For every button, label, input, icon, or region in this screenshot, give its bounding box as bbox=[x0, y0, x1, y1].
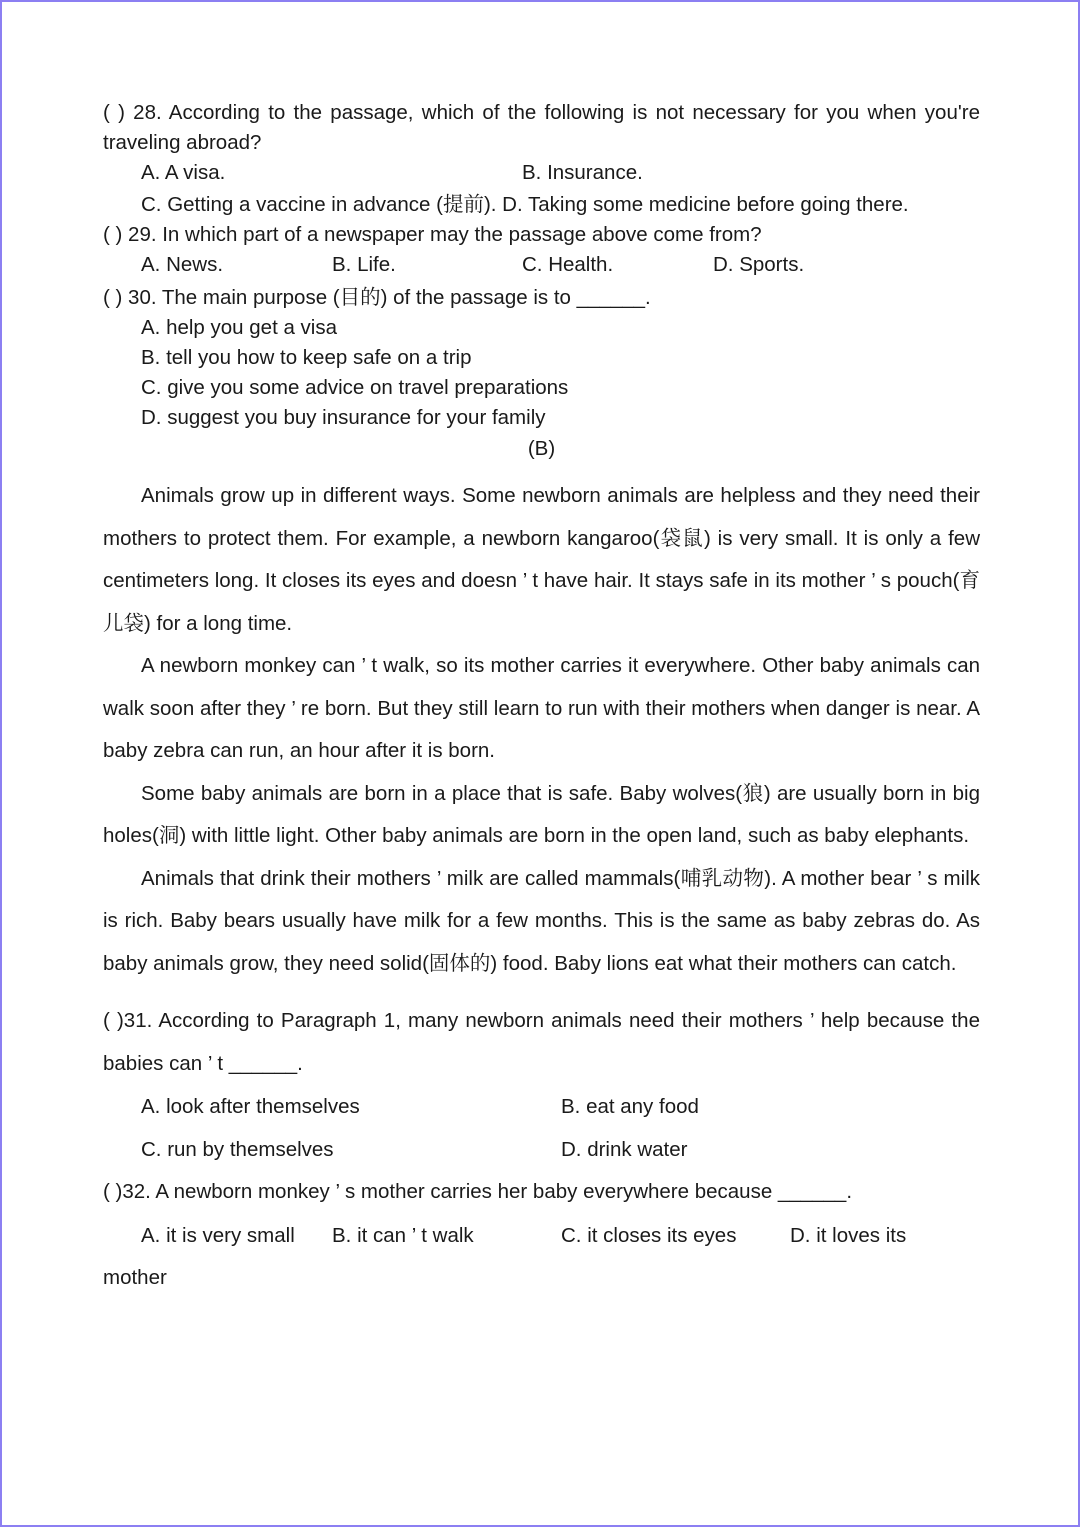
reading-passage bbox=[103, 475, 980, 985]
q31-option-a: A. look after themselves bbox=[141, 1095, 360, 1118]
q32-option-d: D. it loves its bbox=[790, 1223, 907, 1247]
q31-options-ab bbox=[103, 1085, 980, 1128]
q31-option-d: D. drink water bbox=[561, 1138, 688, 1161]
q32-option-c: C. it closes its eyes bbox=[561, 1223, 737, 1247]
q30-option-c: C. give you some advice on travel preparations bbox=[141, 376, 569, 399]
q28-stem: ( ) 28. According to the passage, which of the following is not necessary for you when you're traveling abroad? bbox=[103, 101, 980, 154]
worksheet bbox=[103, 98, 980, 1299]
q28-options-cd: C. Getting a vaccine in advance (提前). D. Taking some medicine before going there. bbox=[141, 193, 909, 216]
q30-option-b: B. tell you how to keep safe on a trip bbox=[141, 346, 472, 369]
q32-option-d-continued: mother bbox=[103, 1265, 167, 1289]
q28-option-a: A. A visa. bbox=[141, 161, 226, 184]
q28-option-b: B. Insurance. bbox=[522, 161, 643, 184]
passage-paragraph-4: Animals that drink their mothers ’ milk are called mammals(哺乳动物). A mother bear ’ s milk is rich. Baby bears usually have milk for a few months. This is the same as baby zebras do. As baby animals grow, they need solid(固体的) food. Baby lions eat what their mothers can catch. bbox=[103, 866, 980, 975]
q31-stem: ( )31. According to Paragraph 1, many newborn animals need their mothers ’ help because the babies can ’ t ______. bbox=[103, 1009, 980, 1075]
q32-options bbox=[103, 1214, 980, 1257]
q30-stem: ( ) 30. The main purpose (目的) of the passage is to ______. bbox=[103, 286, 651, 309]
q32-option-a: A. it is very small bbox=[141, 1223, 295, 1247]
passage-paragraph-1: Animals grow up in different ways. Some newborn animals are helpless and they need their mothers to protect them. For example, a newborn kangaroo(袋鼠) is very small. It is only a few centimeters long. It closes its eyes and doesn ’ t have hair. It stays safe in its mother ’ s pouch(育儿袋) for a long time. bbox=[103, 484, 980, 635]
q29-options bbox=[103, 250, 980, 280]
q32-stem: ( )32. A newborn monkey ’ s mother carries her baby everywhere because ______. bbox=[103, 1180, 853, 1203]
q31-options-cd bbox=[103, 1128, 980, 1171]
q30-option-a: A. help you get a visa bbox=[141, 316, 338, 339]
section-b-heading: (B) bbox=[527, 437, 556, 460]
q29-option-b: B. Life. bbox=[332, 253, 396, 276]
q30-option-d: D. suggest you buy insurance for your family bbox=[141, 406, 546, 429]
q29-stem: ( ) 29. In which part of a newspaper may the passage above come from? bbox=[103, 223, 762, 246]
q31-option-c: C. run by themselves bbox=[141, 1138, 334, 1161]
q29-option-c: C. Health. bbox=[522, 253, 614, 276]
q29-option-a: A. News. bbox=[141, 253, 224, 276]
q29-option-d: D. Sports. bbox=[713, 253, 805, 276]
passage-paragraph-3: Some baby animals are born in a place that is safe. Baby wolves(狼) are usually born in big holes(洞) with little light. Other baby animals are born in the open land, such as baby elephants. bbox=[103, 781, 980, 847]
q28-options-ab bbox=[103, 158, 980, 188]
q32-option-b: B. it can ’ t walk bbox=[332, 1223, 474, 1247]
q31-option-b: B. eat any food bbox=[561, 1095, 699, 1118]
passage-paragraph-2: A newborn monkey can ’ t walk, so its mother carries it everywhere. Other baby animals can walk soon after they ’ re born. But they still learn to run with their mothers when danger is near. A baby zebra can run, an hour after it is born. bbox=[103, 654, 980, 762]
